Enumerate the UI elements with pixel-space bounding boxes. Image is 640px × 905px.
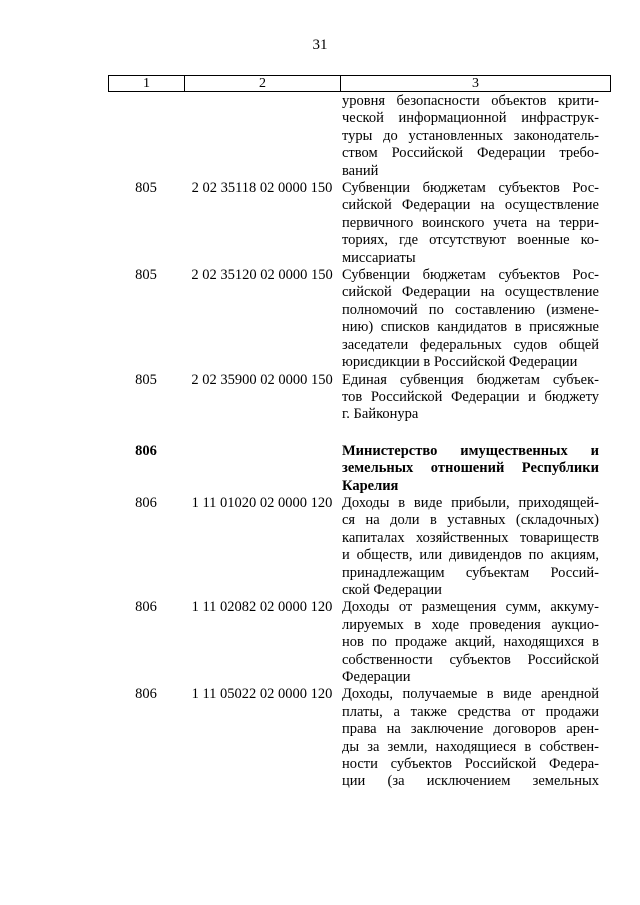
description-line: земельных отношений Республики — [342, 460, 599, 477]
table-row — [108, 267, 611, 371]
admin-code: 805 — [135, 180, 157, 197]
table-header — [108, 75, 611, 92]
description — [342, 686, 599, 790]
description — [342, 93, 599, 180]
description-line: Карелия — [342, 477, 399, 494]
admin-code: 805 — [135, 267, 157, 284]
admin-code: 806 — [135, 686, 157, 703]
description-line: ции (за исключением земельных — [342, 773, 599, 790]
table-row — [108, 495, 611, 599]
budget-code — [184, 443, 340, 495]
description-line: ториях, где отсутствуют военные ко- — [342, 232, 599, 249]
description-line: ваний — [342, 162, 379, 179]
description-line: ды за земли, находящиеся в собствен- — [342, 738, 599, 755]
description — [342, 443, 599, 495]
budget-code: 2 02 35900 02 0000 150 — [191, 371, 333, 388]
table-row — [108, 372, 611, 424]
budget-code: 1 11 05022 02 0000 120 — [191, 686, 333, 703]
description-line: Министерство имущественных и — [342, 442, 599, 459]
description-line: заседатели федеральных судов общей — [342, 336, 599, 353]
description-line: полномочий по составлению (измене- — [342, 301, 599, 318]
admin-code: 805 — [135, 371, 157, 388]
description-line: ся на доли в уставных (складочных) — [342, 512, 599, 529]
table-row — [108, 599, 611, 686]
description-line: ством Российской Федерации требо- — [342, 145, 599, 162]
description-line: сийской Федерации на осуществление — [342, 284, 599, 301]
description-line: нию) списков кандидатов в присяжные — [342, 319, 599, 336]
table-row — [108, 686, 611, 790]
budget-code: 1 11 01020 02 0000 120 — [191, 494, 333, 511]
page-number: 31 — [312, 37, 328, 53]
description-line: Субвенции бюджетам субъектов Рос- — [342, 267, 599, 284]
table-row — [108, 93, 611, 180]
description-line: Доходы в виде прибыли, приходящей- — [342, 494, 599, 511]
description-line: ности субъектов Российской Федера- — [342, 756, 599, 773]
table-body — [108, 93, 611, 791]
admin-code: 806 — [135, 442, 157, 459]
description-line: тов Российской Федерации и бюджету — [342, 388, 599, 405]
description-line: принадлежащим субъектам Россий- — [342, 564, 599, 581]
description-line: собственности субъектов Российской — [342, 651, 599, 668]
description — [342, 495, 599, 599]
description-line: ческой информационной инфраструк- — [342, 110, 599, 127]
budget-code: 1 11 02082 02 0000 120 — [191, 599, 333, 616]
description-line: г. Байконура — [342, 406, 419, 423]
description-line: первичного воинского учета на терри- — [342, 214, 599, 231]
admin-code — [108, 93, 184, 180]
header-col-2: 2 — [185, 76, 341, 91]
row-spacer — [108, 424, 611, 443]
description-line: капиталах хозяйственных товариществ — [342, 529, 599, 546]
description-line: Единая субвенция бюджетам субъек- — [342, 371, 599, 388]
description-line: платы, а также средства от продажи — [342, 703, 599, 720]
budget-code — [184, 93, 340, 180]
budget-code: 2 02 35120 02 0000 150 — [191, 267, 333, 284]
budget-code: 2 02 35118 02 0000 150 — [191, 180, 333, 197]
description-line: сийской Федерации на осуществление — [342, 197, 599, 214]
description-line: туры до установленных законодатель- — [342, 127, 599, 144]
description-line: Субвенции бюджетам субъектов Рос- — [342, 180, 599, 197]
description-line: права на заключение договоров арен- — [342, 721, 599, 738]
header-col-1: 1 — [109, 76, 185, 91]
table-row — [108, 180, 611, 267]
description-line: лируемых в ходе проведения аукцио- — [342, 616, 599, 633]
description-line: ской Федерации — [342, 581, 442, 598]
description-line: нов по продаже акций, находящихся в — [342, 634, 599, 651]
description-line: юрисдикции в Российской Федерации — [342, 354, 578, 371]
description — [342, 267, 599, 371]
description — [342, 180, 599, 267]
section-heading-row — [108, 443, 611, 495]
description-line: Доходы от размещения сумм, аккуму- — [342, 599, 599, 616]
description-line: Доходы, получаемые в виде арендной — [342, 686, 599, 703]
description-line: уровня безопасности объектов крити- — [342, 93, 599, 109]
admin-code: 806 — [135, 494, 157, 511]
description — [342, 599, 599, 686]
header-col-3: 3 — [472, 76, 479, 91]
description-line: Федерации — [342, 669, 411, 685]
description-line: и обществ, или дивидендов по акциям, — [342, 547, 599, 564]
admin-code: 806 — [135, 599, 157, 616]
description — [342, 372, 599, 424]
description-line: миссариаты — [342, 249, 416, 266]
